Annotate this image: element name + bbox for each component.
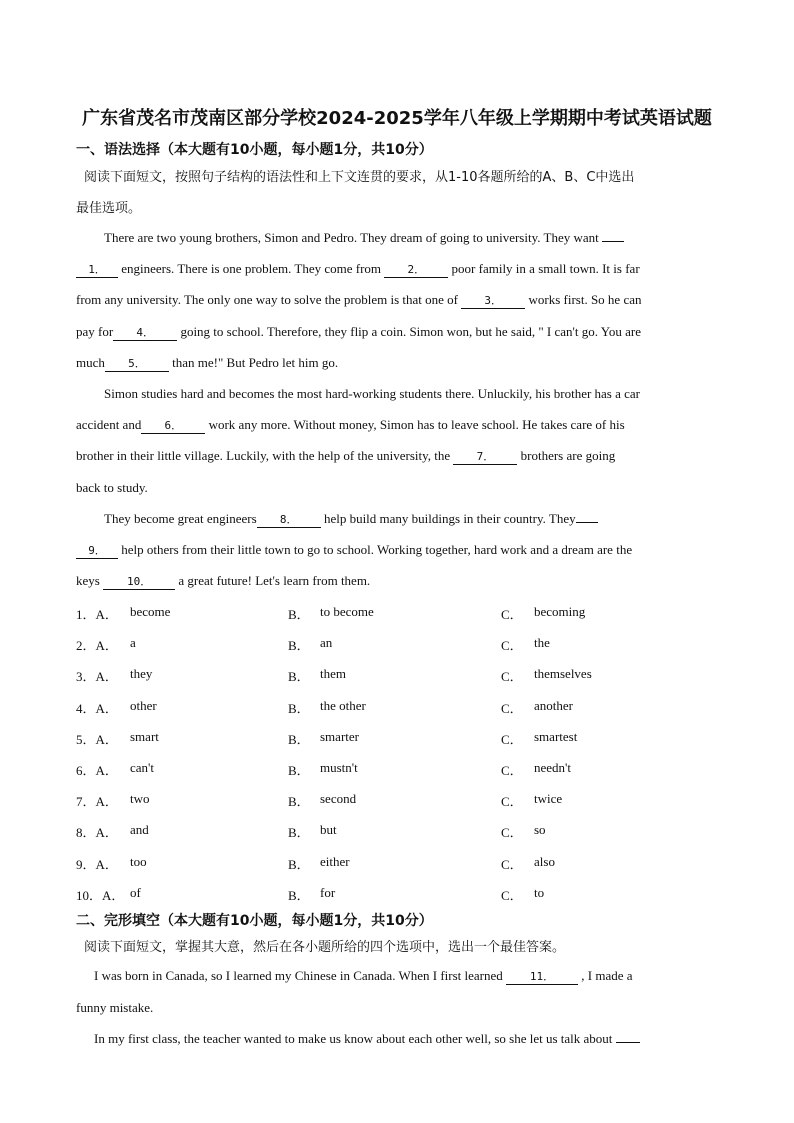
passage-line: They become great engineers 8． help build many buildings in their country. They: [104, 511, 664, 528]
option-b-label: B．: [288, 731, 310, 747]
answer-blank-3[interactable]: 3．: [461, 294, 525, 309]
section1-instructions-cont: 最佳选项。: [76, 201, 142, 216]
passage-line: I was born in Canada, so I learned my Chinese in Canada. When I first learned 11． , I made a: [94, 968, 633, 983]
option-a[interactable]: a: [130, 635, 136, 651]
option-b-label: B．: [288, 825, 310, 841]
answer-blank-4[interactable]: 4．: [113, 326, 177, 341]
option-c-label: C．: [501, 856, 523, 872]
passage-line: Simon studies hard and becomes the most hard-working students there. Unluckily, his brother has a car: [104, 386, 641, 401]
question-number: 3．A．: [76, 669, 118, 685]
option-c[interactable]: needn't: [534, 760, 571, 775]
section1-heading: 一、语法选择（本大题有10小题，每小题1分，共10分）: [76, 142, 433, 158]
passage-line: 1． engineers. There is one problem. They come from 2． poor family in a small town. It is far: [76, 261, 718, 278]
answer-blank-7[interactable]: 7．: [453, 450, 517, 465]
option-b-label: B．: [288, 856, 310, 872]
option-b-label: B．: [288, 887, 310, 903]
option-a[interactable]: can't: [130, 760, 154, 775]
option-row: [76, 760, 736, 778]
option-b[interactable]: but: [320, 822, 337, 838]
option-row: [76, 885, 736, 903]
option-b[interactable]: an: [320, 635, 333, 651]
answer-blank-8[interactable]: 8．: [257, 513, 321, 528]
passage-line: pay for 4． going to school. Therefore, they flip a coin. Simon won, but he said, " I can't go. You are: [76, 324, 641, 339]
option-b-label: B．: [288, 607, 310, 622]
question-number: 1．A．: [76, 607, 118, 622]
option-c[interactable]: becoming: [534, 604, 586, 619]
option-row: [76, 791, 736, 809]
option-c[interactable]: the: [534, 635, 550, 651]
section2-instructions: 阅读下面短文，掌握其大意，然后在各小题所给的四个选项中，选出一个最佳答案。: [84, 940, 566, 955]
answer-blank[interactable]: [602, 241, 624, 242]
option-row: [76, 635, 736, 653]
answer-blank[interactable]: [616, 1042, 640, 1043]
passage-line: back to study.: [76, 480, 148, 495]
page-title: 广东省茂名市茂南区部分学校2024-2025学年八年级上学期期中考试英语试题: [82, 108, 712, 129]
passage-line: funny mistake.: [76, 1000, 154, 1015]
option-c[interactable]: to: [534, 884, 545, 900]
option-row: [76, 822, 736, 840]
option-c-label: C．: [501, 638, 523, 654]
option-b[interactable]: the other: [320, 697, 366, 713]
passage-line: much 5． than me!" But Pedro let him go.: [76, 355, 339, 370]
question-number: 7．A．: [76, 794, 118, 810]
passage-line: keys 10． a great future! Let's learn from them.: [76, 573, 371, 588]
question-number: 8．A．: [76, 825, 118, 841]
option-c-label: C．: [501, 825, 523, 841]
section2-heading: 二、完形填空（本大题有10小题，每小题1分，共10分）: [76, 913, 433, 929]
question-number: 4．A．: [76, 700, 118, 716]
option-row: [76, 604, 736, 622]
passage-line: 9． help others from their little town to go to school. Working together, hard work and a dream are the: [76, 542, 718, 559]
option-c[interactable]: also: [534, 853, 555, 869]
option-c-label: C．: [501, 700, 523, 716]
passage-line: In my first class, the teacher wanted to make us know about each other well, so she let us talk about: [94, 1031, 734, 1047]
option-c[interactable]: another: [534, 697, 573, 713]
option-b-label: B．: [288, 794, 310, 810]
answer-blank-11[interactable]: 11．: [506, 970, 578, 985]
option-b[interactable]: to become: [320, 604, 374, 619]
option-a[interactable]: become: [130, 604, 171, 619]
option-b[interactable]: mustn't: [320, 760, 358, 775]
option-row: [76, 854, 736, 872]
answer-blank-6[interactable]: 6．: [141, 419, 205, 434]
option-c[interactable]: themselves: [534, 666, 592, 682]
option-c-label: C．: [501, 887, 523, 903]
option-b-label: B．: [288, 700, 310, 716]
answer-blank-2[interactable]: 2．: [384, 263, 448, 278]
answer-blank[interactable]: [576, 522, 598, 523]
option-c-label: C．: [501, 607, 523, 622]
option-c[interactable]: smartest: [534, 728, 578, 744]
option-b[interactable]: either: [320, 853, 350, 869]
option-row: [76, 698, 736, 716]
option-c-label: C．: [501, 763, 523, 778]
option-c-label: C．: [501, 669, 523, 685]
option-b-label: B．: [288, 763, 310, 778]
passage-line: from any university. The only one way to solve the problem is that one of 3． works first. So he can: [76, 292, 642, 307]
option-a[interactable]: two: [130, 791, 150, 807]
option-a[interactable]: and: [130, 822, 149, 838]
option-row: [76, 666, 736, 684]
section1-instructions: 阅读下面短文，按照句子结构的语法性和上下文连贯的要求，从1-10各题所给的A、B、C中选出: [84, 170, 635, 185]
passage-line: accident and 6． work any more. Without money, Simon has to leave school. He takes care of his: [76, 417, 625, 432]
option-b[interactable]: smarter: [320, 728, 359, 744]
answer-blank-10[interactable]: 10．: [103, 575, 175, 590]
passage-line: brother in their little village. Luckily, with the help of the university, the 7． brothers are going: [76, 448, 616, 463]
question-number: 9．A．: [76, 856, 118, 872]
option-a[interactable]: they: [130, 666, 153, 682]
option-b[interactable]: them: [320, 666, 346, 682]
option-b[interactable]: for: [320, 884, 336, 900]
option-b-label: B．: [288, 669, 310, 685]
option-a[interactable]: too: [130, 853, 147, 869]
answer-blank-1[interactable]: 1．: [76, 263, 118, 278]
option-row: [76, 729, 736, 747]
question-number: 6．A．: [76, 763, 118, 778]
passage-line: There are two young brothers, Simon and Pedro. They dream of going to university. They want: [104, 230, 724, 246]
option-c-label: C．: [501, 794, 523, 810]
option-a[interactable]: smart: [130, 728, 159, 744]
answer-blank-5[interactable]: 5．: [105, 357, 169, 372]
question-number: 10．A．: [76, 887, 125, 903]
option-c-label: C．: [501, 731, 523, 747]
option-b[interactable]: second: [320, 791, 357, 807]
option-c[interactable]: twice: [534, 791, 563, 807]
question-number: 5．A．: [76, 731, 118, 747]
option-b-label: B．: [288, 638, 310, 654]
option-a[interactable]: of: [130, 884, 141, 900]
option-c[interactable]: so: [534, 822, 546, 838]
answer-blank-9[interactable]: 9．: [76, 544, 118, 559]
question-number: 2．A．: [76, 638, 118, 654]
option-a[interactable]: other: [130, 697, 157, 713]
